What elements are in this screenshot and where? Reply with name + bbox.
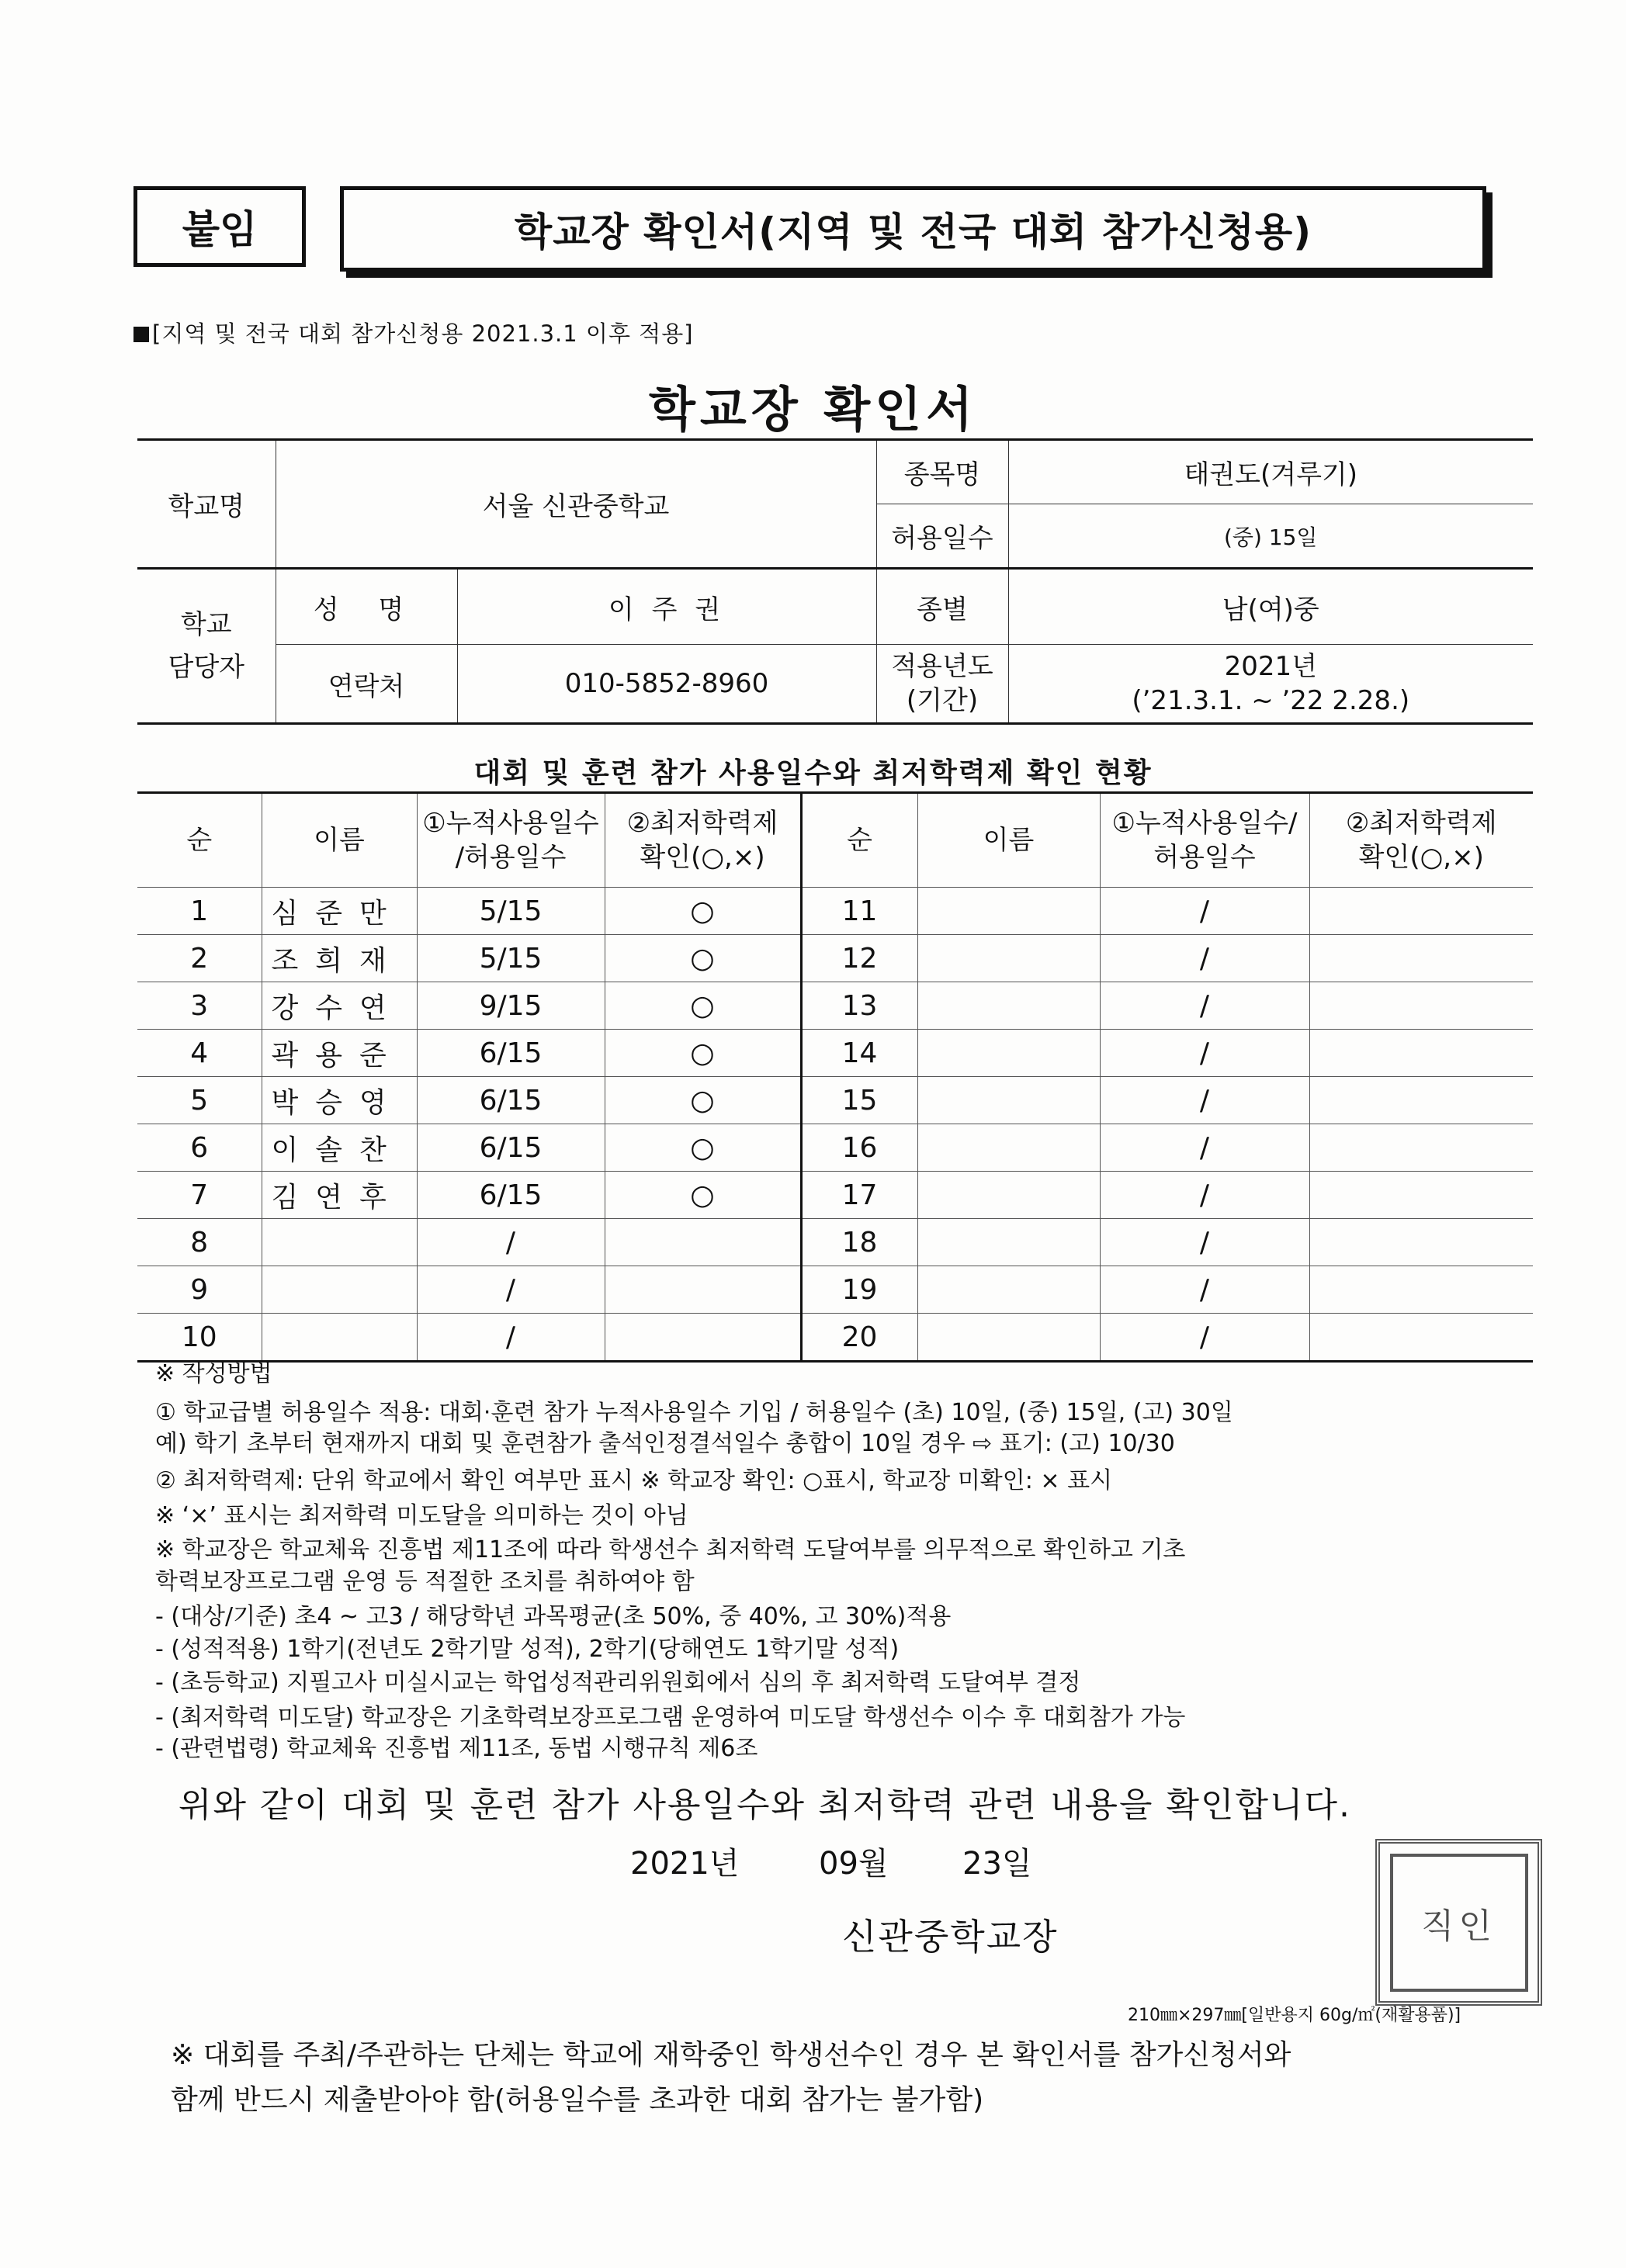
row-name: 곽용준 xyxy=(262,1030,417,1077)
date-year: 2021년 xyxy=(630,1846,740,1882)
row-check-right xyxy=(1309,1030,1533,1077)
guide-line: ※ 학교장은 학교체육 진흥법 제11조에 따라 학생선수 최저학력 도달여부를 의무적으로 확인하고 기초 xyxy=(155,1536,1186,1563)
allowed-days-value: (중) 15일 xyxy=(1008,504,1533,569)
row-name: 심준만 xyxy=(262,888,417,935)
name-value: 이 주 권 xyxy=(457,569,876,645)
document-title-box: 학교장 확인서(지역 및 전국 대회 참가신청용) xyxy=(340,186,1486,272)
row-name: 박승영 xyxy=(262,1077,417,1124)
header-days-right: ①누적사용일수/ 허용일수 xyxy=(1100,793,1309,888)
row-name-right xyxy=(917,1219,1100,1266)
row-days-right: / xyxy=(1100,1077,1309,1124)
row-no: 1 xyxy=(137,888,262,935)
row-name: 조희재 xyxy=(262,935,417,982)
participation-table xyxy=(137,791,1533,1363)
row-days: 9/15 xyxy=(417,982,605,1030)
event-value: 태권도(겨루기) xyxy=(1008,440,1533,504)
guide-line: 학력보장프로그램 운영 등 적절한 조치를 취하여야 함 xyxy=(155,1568,695,1595)
row-check-right xyxy=(1309,935,1533,982)
row-check-right xyxy=(1309,982,1533,1030)
table-row xyxy=(137,1172,1533,1219)
row-no-right: 19 xyxy=(801,1266,917,1314)
row-days: 6/15 xyxy=(417,1124,605,1172)
row-days: / xyxy=(417,1219,605,1266)
row-days: 6/15 xyxy=(417,1077,605,1124)
gender-value: 남(여)중 xyxy=(1008,569,1533,645)
row-no-right: 16 xyxy=(801,1124,917,1172)
guide-line: ② 최저학력제: 단위 학교에서 확인 여부만 표시 ※ 학교장 확인: ○표시, 학교장 미확인: × 표시 xyxy=(155,1467,1113,1494)
table-header-row xyxy=(137,793,1533,888)
row-days: 5/15 xyxy=(417,935,605,982)
name-label: 성 명 xyxy=(276,569,457,645)
row-no: 2 xyxy=(137,935,262,982)
row-check-right xyxy=(1309,1124,1533,1172)
participation-title: 대회 및 훈련 참가 사용일수와 최저학력제 확인 현황 xyxy=(473,757,1153,789)
row-no: 3 xyxy=(137,982,262,1030)
table-row xyxy=(137,982,1533,1030)
guide-heading: ※ 작성방법 xyxy=(155,1360,272,1387)
guide-line: - (초등학교) 지필고사 미실시교는 학업성적관리위원회에서 심의 후 최저학력 도달여부 결정 xyxy=(155,1669,1081,1696)
contact-label: 연락처 xyxy=(276,645,457,724)
row-days-right: / xyxy=(1100,982,1309,1030)
paper-spec: 210㎜×297㎜[일반용지 60g/㎡(재활용품)] xyxy=(1128,2006,1461,2025)
row-check: ○ xyxy=(605,1172,801,1219)
confirmation-statement: 위와 같이 대회 및 훈련 참가 사용일수와 최저학력 관련 내용을 확인합니다. xyxy=(179,1785,1351,1825)
guide-line: - (대상/기준) 초4 ~ 고3 / 해당학년 과목평균(초 50%, 중 40%, 고 30%)적용 xyxy=(155,1603,952,1630)
row-days: 6/15 xyxy=(417,1172,605,1219)
row-days: 5/15 xyxy=(417,888,605,935)
guide-line: - (관련법령) 학교체육 진흥법 제11조, 동법 시행규칙 제6조 xyxy=(155,1735,758,1762)
square-bullet-icon xyxy=(133,327,149,342)
manager-label: 학교 담당자 xyxy=(137,569,276,724)
row-no: 7 xyxy=(137,1172,262,1219)
header-check: ②최저학력제 확인(○,×) xyxy=(605,793,801,888)
row-days-right: / xyxy=(1100,1172,1309,1219)
row-no: 5 xyxy=(137,1077,262,1124)
row-name: 강수연 xyxy=(262,982,417,1030)
row-check-right xyxy=(1309,1077,1533,1124)
row-name xyxy=(262,1266,417,1314)
row-no: 4 xyxy=(137,1030,262,1077)
gender-label: 종별 xyxy=(876,569,1008,645)
row-no-right: 15 xyxy=(801,1077,917,1124)
event-label: 종목명 xyxy=(876,440,1008,504)
row-check xyxy=(605,1219,801,1266)
row-days-right: / xyxy=(1100,1124,1309,1172)
row-check xyxy=(605,1314,801,1362)
year-label: 적용년도 (기간) xyxy=(876,645,1008,724)
row-name: 김연후 xyxy=(262,1172,417,1219)
row-check: ○ xyxy=(605,982,801,1030)
row-check: ○ xyxy=(605,888,801,935)
guide-line: ① 학교급별 허용일수 적용: 대회·훈련 참가 누적사용일수 기입 / 허용일수 (초) 10일, (중) 15일, (고) 30일 xyxy=(155,1399,1233,1426)
row-no-right: 13 xyxy=(801,982,917,1030)
footer-note-line-1: ※ 대회를 주최/주관하는 단체는 학교에 재학중인 학생선수인 경우 본 확인서를 참가신청서와 xyxy=(171,2039,1291,2071)
row-no-right: 12 xyxy=(801,935,917,982)
table-row xyxy=(137,1266,1533,1314)
allowed-days-label: 허용일수 xyxy=(876,504,1008,569)
school-value: 서울 신관중학교 xyxy=(276,440,876,569)
footer-note-line-2: 함께 반드시 제출받아야 함(허용일수를 초과한 대회 참가는 불가함) xyxy=(171,2084,984,2116)
row-check-right xyxy=(1309,1314,1533,1362)
attachment-label: 붙임 xyxy=(133,186,306,267)
contact-value: 010-5852-8960 xyxy=(457,645,876,724)
row-check xyxy=(605,1266,801,1314)
row-name-right xyxy=(917,1030,1100,1077)
principal-signature: 신관중학교장 xyxy=(842,1916,1059,1958)
row-days-right: / xyxy=(1100,888,1309,935)
table-row xyxy=(137,1030,1533,1077)
row-days-right: / xyxy=(1100,1219,1309,1266)
guide-line: - (최저학력 미도달) 학교장은 기초학력보장프로그램 운영하여 미도달 학생선수 이수 후 대회참가 가능 xyxy=(155,1704,1186,1731)
table-row xyxy=(137,1124,1533,1172)
row-no-right: 11 xyxy=(801,888,917,935)
header-no-right: 순 xyxy=(801,793,917,888)
row-no: 10 xyxy=(137,1314,262,1362)
header-name: 이름 xyxy=(262,793,417,888)
row-name-right xyxy=(917,888,1100,935)
row-name-right xyxy=(917,1172,1100,1219)
row-no-right: 20 xyxy=(801,1314,917,1362)
row-check-right xyxy=(1309,888,1533,935)
official-seal-stamp: 직인 xyxy=(1375,1839,1542,2006)
row-no-right: 14 xyxy=(801,1030,917,1077)
row-check-right xyxy=(1309,1266,1533,1314)
row-days-right: / xyxy=(1100,1030,1309,1077)
row-no-right: 18 xyxy=(801,1219,917,1266)
row-days: / xyxy=(417,1314,605,1362)
row-name: 이솔찬 xyxy=(262,1124,417,1172)
row-name-right xyxy=(917,982,1100,1030)
info-table xyxy=(137,438,1533,725)
header-days: ①누적사용일수 /허용일수 xyxy=(417,793,605,888)
date-month: 09월 xyxy=(819,1846,889,1882)
row-name-right xyxy=(917,1077,1100,1124)
row-name-right xyxy=(917,1124,1100,1172)
row-check-right xyxy=(1309,1172,1533,1219)
row-days-right: / xyxy=(1100,935,1309,982)
table-row xyxy=(137,1219,1533,1266)
row-check-right xyxy=(1309,1219,1533,1266)
table-row xyxy=(137,888,1533,935)
date-day: 23일 xyxy=(962,1846,1032,1882)
row-name xyxy=(262,1314,417,1362)
row-days: 6/15 xyxy=(417,1030,605,1077)
header-check-right: ②최저학력제 확인(○,×) xyxy=(1309,793,1533,888)
year-value: 2021년 (’21.3.1. ~ ’22 2.28.) xyxy=(1008,645,1533,724)
header-name-right: 이름 xyxy=(917,793,1100,888)
table-row xyxy=(137,935,1533,982)
guide-line: - (성적적용) 1학기(전년도 2학기말 성적), 2학기(당해연도 1학기말 성적) xyxy=(155,1636,900,1663)
row-no-right: 17 xyxy=(801,1172,917,1219)
guide-line: 예) 학기 초부터 현재까지 대회 및 훈련참가 출석인정결석일수 총합이 10일 경우 ⇨ 표기: (고) 10/30 xyxy=(155,1430,1175,1457)
row-days: / xyxy=(417,1266,605,1314)
table-row xyxy=(137,1077,1533,1124)
row-name-right xyxy=(917,1266,1100,1314)
row-check: ○ xyxy=(605,1030,801,1077)
row-check: ○ xyxy=(605,935,801,982)
row-days-right: / xyxy=(1100,1314,1309,1362)
row-no: 8 xyxy=(137,1219,262,1266)
application-note: [지역 및 전국 대회 참가신청용 2021.3.1 이후 적용] xyxy=(133,317,694,348)
header-no: 순 xyxy=(137,793,262,888)
row-check: ○ xyxy=(605,1124,801,1172)
guide-line: ※ ‘×’ 표시는 최저학력 미도달을 의미하는 것이 아님 xyxy=(155,1502,688,1529)
school-label: 학교명 xyxy=(137,440,276,569)
main-title: 학교장 확인서 xyxy=(649,381,977,438)
table-row xyxy=(137,1314,1533,1362)
row-no: 6 xyxy=(137,1124,262,1172)
row-days-right: / xyxy=(1100,1266,1309,1314)
row-no: 9 xyxy=(137,1266,262,1314)
row-check: ○ xyxy=(605,1077,801,1124)
row-name xyxy=(262,1219,417,1266)
row-name-right xyxy=(917,935,1100,982)
row-name-right xyxy=(917,1314,1100,1362)
